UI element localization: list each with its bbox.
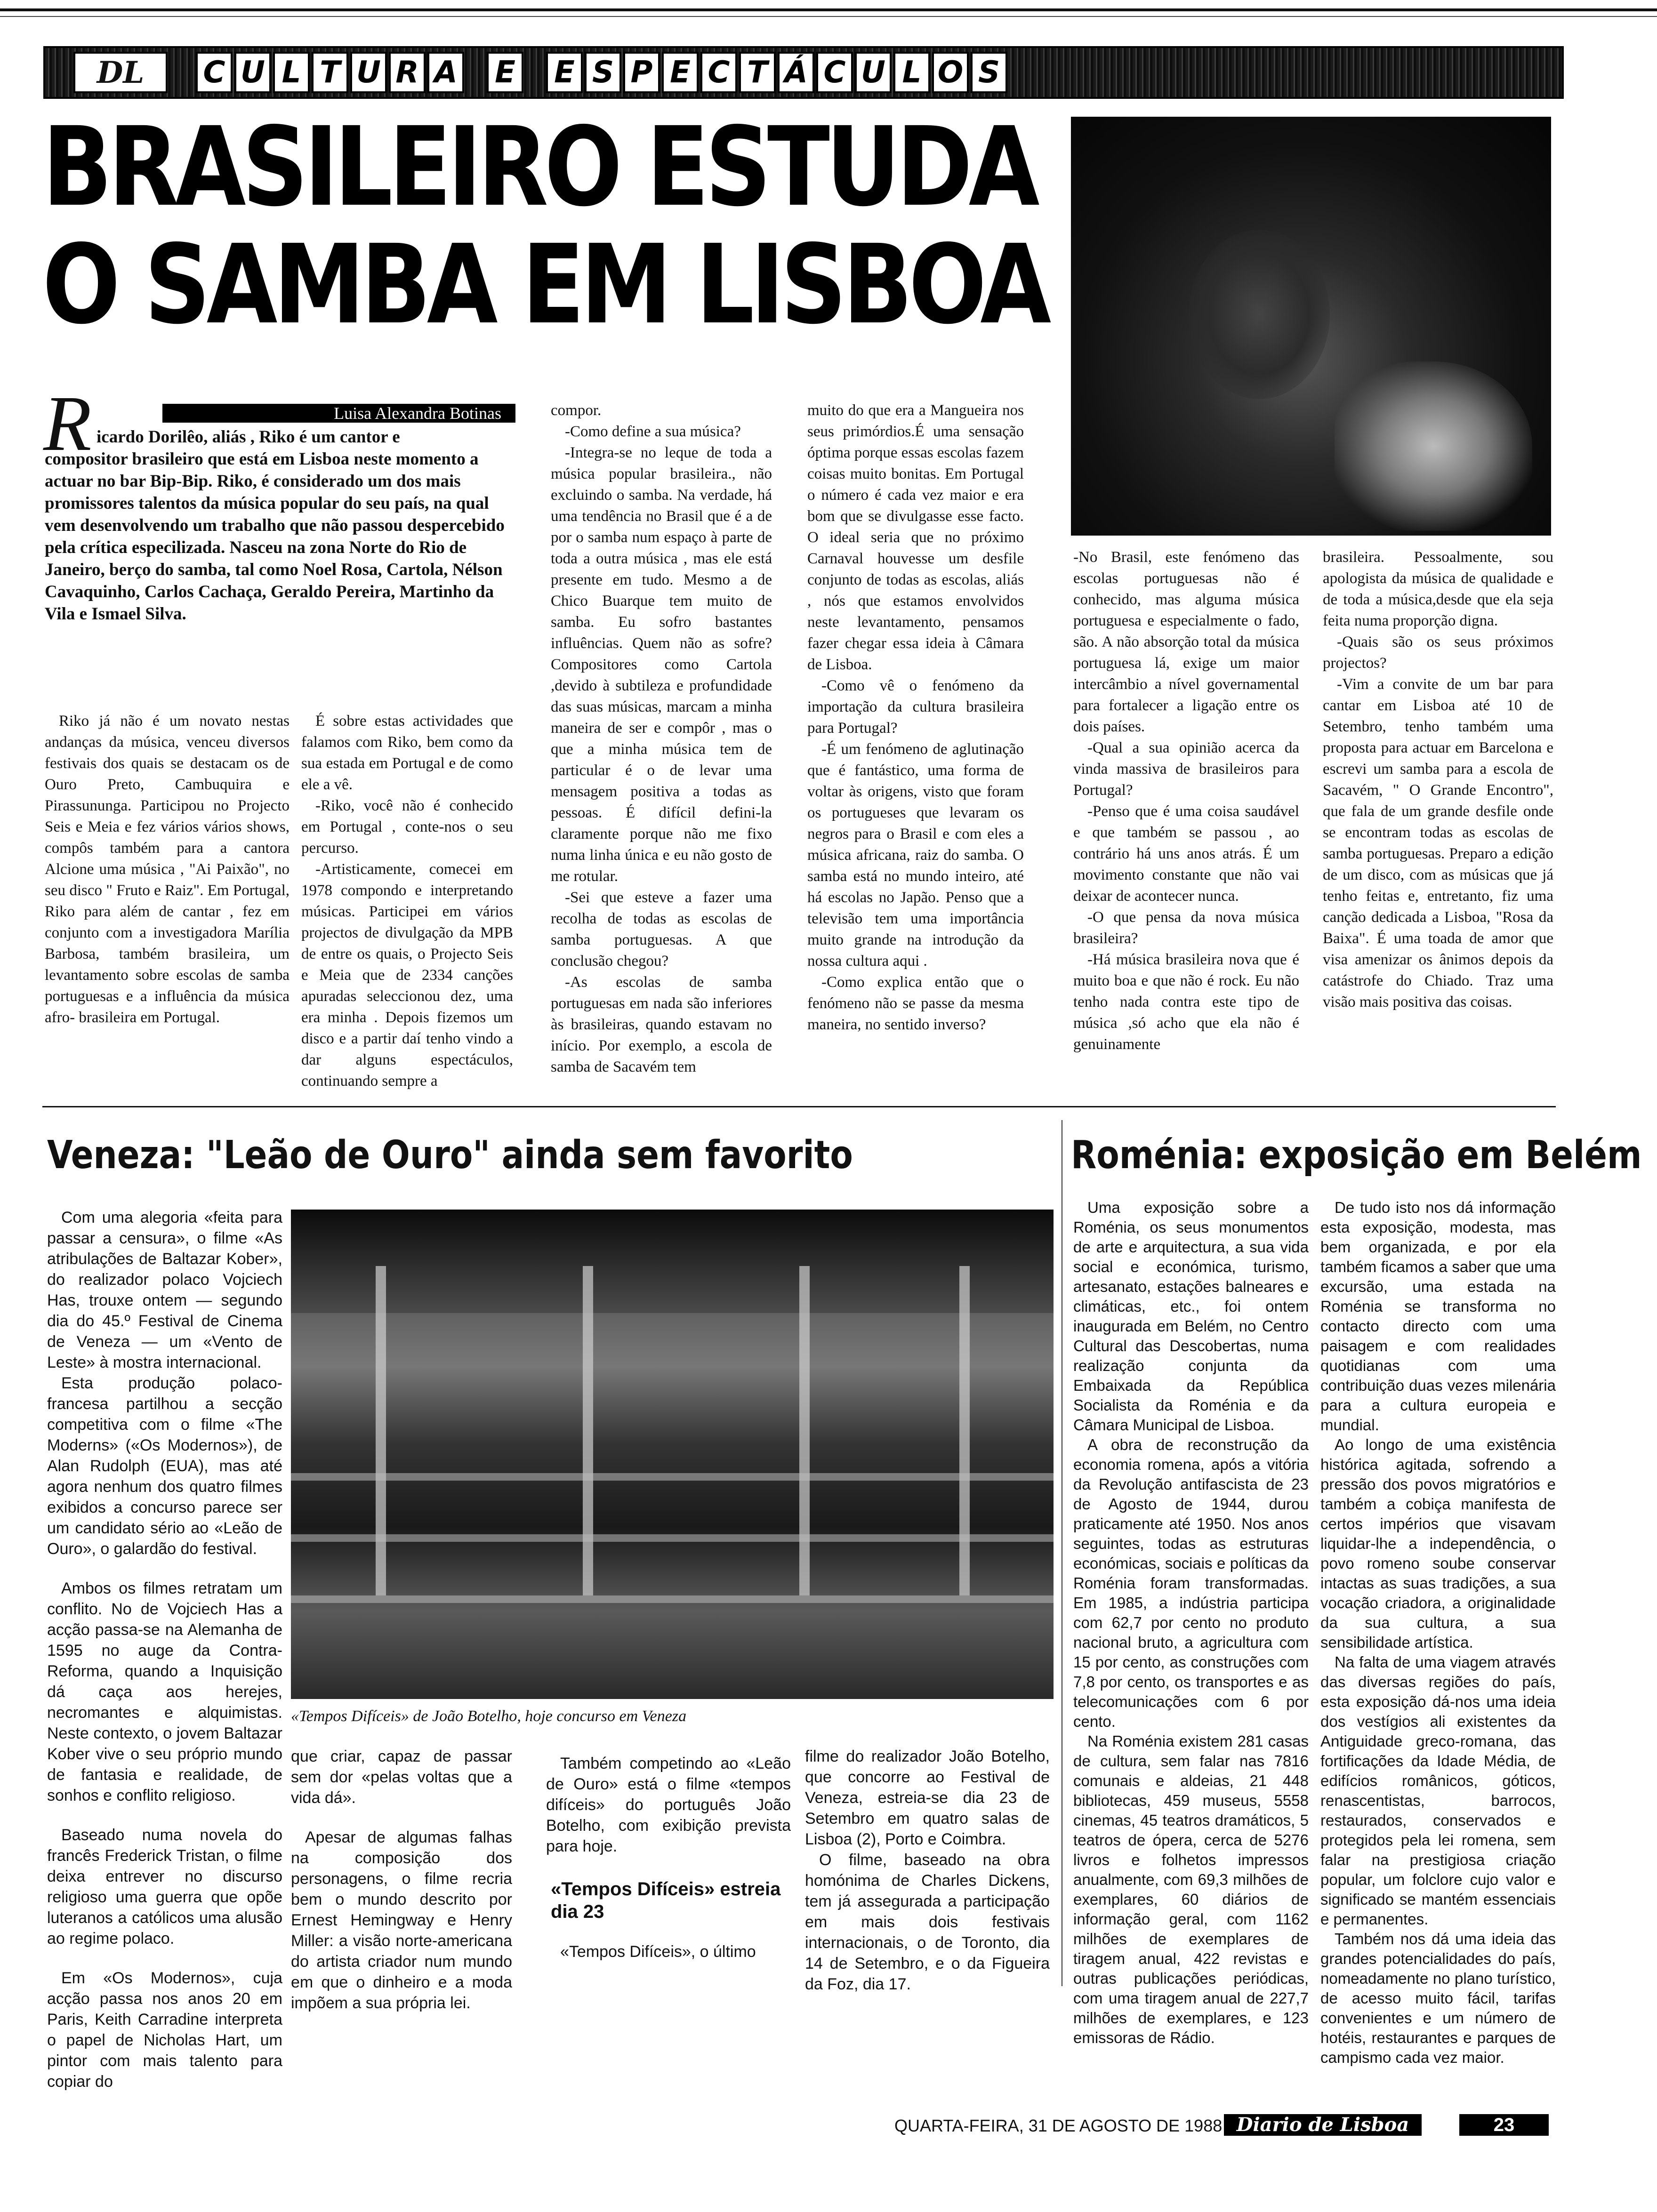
section-letter: C <box>196 52 233 93</box>
byline: Luisa Alexandra Botinas <box>162 404 515 423</box>
section-letter: L <box>893 52 930 93</box>
article-column-6: brasileira. Pessoalmente, sou apologista da música de qualidade e de toda a música,desde que ela seja feita numa proporção digna. -Quais são os seus próximos projectos? -Vim a convite de um bar para cantar em Lisboa até 10 de Setembro, tenho também uma proposta para actuar em Barcelona e escrevi um samba para a escola de Sacavém, " O Grande Encontro", que fala de um grande desfile onde se encontram todas as escolas de samba portuguesas. Preparo a edição de um disco, com as músicas que já tenho feitas e, entretanto, fiz uma canção dedicada a Lisboa, "Rosa da Baixa". É uma toada de amor que visa amenizar os ânimos depois da catástrofe do Chiado. Traz uma visão mais positiva das coisas. <box>1323 549 1553 1010</box>
section-letter: T <box>312 52 348 93</box>
veneza-column-2: que criar, capaz de passar sem dor «pelas voltas que a vida dá». Apesar de algumas falhas na composição dos personagens, o filme recria bem o mundo descrito por Ernest Hemingway e Henry Miller: a visão norte-americana do artista criador num mundo em que o dinheiro e a moda impõem a sua própria lei. <box>291 1747 512 2012</box>
article-column-2: É sobre estas actividades que falamos com Riko, bem como da sua estada em Portugal e de como ele a vê. -Riko, você não é conhecido em Portugal , conte-nos o seu percurso. -Artisticamente, comecei em 1978 compondo e interpretando músicas. Participei em vários projectos de divulgação da MPB de entre os quais, o Projecto Seis e Meia que de 2334 canções apuradas seleccionou dez, uma era minha . Depois fizemos um disco e a partir daí tenho vindo a dar alguns espectáculos, continuando sempre a <box>301 713 513 1090</box>
veneza-column-3: Também competindo ao «Leão de Ouro» está o filme «tempos difíceis» do português João Botelho, com exibição prevista para hoje. <box>546 1755 791 1855</box>
romenia-column-1: Uma exposição sobre a Roménia, os seus monumentos de arte e arquitectura, a sua vida social e económica, turismo, artesanato, estações balneares e climáticas, etc., foi ontem inaugurada em Belém, no Centro Cultural das Descobertas, numa realização conjunta da Embaixada da República Socialista da Roménia e da Câmara Municipal de Lisboa. A obra de reconstrução da economia romena, após a vitória da Revolução antifascista de 23 de Agosto de 1944, durou praticamente até 1950. Nos anos seguintes, todas as estruturas económicas, sociais e políticas da Roménia foram transformadas. Em 1985, a indústria participa com 62,7 por cento no produto nacional bruto, a agricultura com 15 por cento, as construções com 7,8 por cento, os transportes e as telecomunicações com 6 por cento. Na Roménia existem 281 casas de cultura, sem falar nas 7816 comunais e aldeias, 21 448 bibliotecas, 459 museus, 5558 cinemas, 45 teatros dramáticos, 5 teatros de ópera, cerca de 5276 livros e folhetos impressos anualmente, com 69,3 milhões de exemplares, 60 diários de informação geral, com 1162 milhões de exemplares de tiragem anual, 422 revistas e outras publicações periódicas, com uma tiragem anual de 227,7 milhões de exemplares, e 123 emissoras de Rádio. <box>1073 1199 1309 2046</box>
drop-cap: R <box>43 380 92 467</box>
section-letter <box>466 52 485 93</box>
section-letter: Á <box>778 52 814 93</box>
page-number: 23 <box>1459 2114 1549 2136</box>
tempos-dificeis-photo <box>291 1210 1054 1699</box>
section-letter: L <box>273 52 310 93</box>
lead-first-line: icardo Dorilêo, aliás , Riko é um cantor e <box>97 427 400 447</box>
veneza-column-3b: «Tempos Difíceis», o último <box>560 1943 756 1961</box>
veneza-column-4: filme do realizador João Botelho, que concorre ao Festival de Veneza, estreia-se dia 23 de Setembro em quatro salas de Lisboa (2), Porto e Coimbra. O filme, baseado na obra homónima de Charles Dickens, tem já assegurada a participação em mais dois festivais internacionais, o de Toronto, dia 14 de Setembro, e o da Figueira da Foz, dia 17. <box>805 1747 1050 1993</box>
section-letter: U <box>855 52 892 93</box>
section-letter <box>525 52 544 93</box>
section-letter: O <box>932 52 969 93</box>
section-letter: S <box>971 52 1007 93</box>
headline-line-2: O SAMBA EM LISBOA <box>42 221 1047 348</box>
section-letter: U <box>350 52 387 93</box>
section-letter: E <box>662 52 699 93</box>
article-column-1: Riko já não é um novato nestas andanças da música, venceu diversos festivais dos quais se destacam os de Ouro Preto, Cambuquira e Pirassununga. Participou no Projecto Seis e Meia e fez vários vários shows, compôs também para a cantora Alcione uma música , "Ai Paixão", no seu disco " Fruto e Raiz". Em Portugal, Riko para além de cantar , fez em conjunto com a investigadora Marília Barbosa, também brasileira, um levantamento sobre escolas de samba portuguesas e a influência da música afro- brasileira em Portugal. <box>45 713 290 1026</box>
article-column-3: compor. -Como define a sua música? -Integra-se no leque de toda a música popular brasileira., não excluindo o samba. Na verdade, há uma tendência no Brasil que é a de por o samba num espaço à parte de toda a outra música , mas ele está presente em tudo. Mesmo a de Chico Buarque tem muito de samba. Eu sofro bastantes influências. Quem não as sofre? Compositores como Cartola ,devido à subtileza e profundidade das suas músicas, marcam a minha maneira de ser e compôr , mas o que a minha música tem de particular é o de levar uma mensagem positiva a todas as pessoas. É difícil defini-la claramente porque não me fixo numa linha única e eu não gosto de me rotular. -Sei que esteve a fazer uma recolha de todas as escolas de samba portuguesas. A que conclusão chegou? -As escolas de samba portuguesas em nada são inferiores às brasileiras, quando estavam no início. Por exemplo, a escola de samba de Sacavém tem <box>551 402 772 1075</box>
article-divider <box>42 1106 1556 1107</box>
section-letter: C <box>816 52 853 93</box>
section-letter: A <box>427 52 464 93</box>
romenia-headline: Roménia: exposição em Belém <box>1071 1133 1642 1178</box>
top-rule-thin <box>0 16 1657 17</box>
romenia-column-2: De tudo isto nos dá informação esta exposição, modesta, mas bem organizada, e por ela também ficamos a saber que uma excursão, uma estada na Roménia se transforma no contacto directo com uma paisagem e com realidades quotidianas com uma contribuição duas vezes milenária para a cultura europeia e mundial. Ao longo de uma existência histórica agitada, sofrendo a pressão dos povos migratórios e também a cobiça manifesta de certos impérios que visavam liquidar-lhe a independência, o povo romeno soube conservar intactas as suas tradições, a sua vocação criadora, a originalidade da sua cultura, a sua sensibilidade artística. Na falta de uma viagem através das diversas regiões do país, esta exposição dá-nos uma ideia dos vestígios ali existentes da Antiguidade greco-romana, das fortificações da Idade Média, de edifícios românicos, góticos, renascentistas, barrocos, restaurados, conservados e protegidos pela lei romena, sem falar na prestigiosa criação popular, um folclore cujo valor e significado se mantém essenciais e permanentes. Também nos dá uma ideia das grandes potencialidades do país, nomeadamente no plano turístico, de acesso muito fácil, tarifas convenientes e um número de hotéis, restaurantes e parques de campismo cada vez maior. <box>1320 1199 1556 2066</box>
masthead: Diario de Lisboa <box>1224 2114 1422 2136</box>
veneza-headline: Veneza: "Leão de Ouro" ainda sem favorito <box>47 1133 853 1178</box>
section-title <box>196 52 1009 93</box>
dl-logo: DL <box>73 52 168 93</box>
main-headline <box>42 104 1047 348</box>
section-letter: R <box>389 52 426 93</box>
section-letter: E <box>487 52 523 93</box>
article-column-4: muito do que era a Mangueira nos seus primórdios.É uma sensação óptima porque essas escolas fazem coisas muito bonitas. Em Portugal o número é cada vez maior e era bom que se divulgasse esse facto. O ideal seria que no próximo Carnaval houvesse um desfile conjunto de todas as escolas, aliás , nós que estamos envolvidos neste levantamento, pensamos fazer chegar essa ideia à Câmara de Lisboa. -Como vê o fenómeno da importação da cultura brasileira para Portugal? -É um fenómeno de aglutinação que é fantástico, uma forma de voltar às origens, visto que foram os portugueses que levaram os negros para o Brasil e com eles a música africana, raiz do samba. O samba está no mundo inteiro, até há escolas no Japão. Penso que a televisão tem uma importância muito grande na introdução da nossa cultura aqui . -Como explica então que o fenómeno não se passe da mesma maneira, no sentido inverso? <box>807 402 1024 1033</box>
article-column-5: -No Brasil, este fenómeno das escolas portuguesas não é conhecido, mas alguma música portuguesa e especialmente o fado, são. A não absorção total da música portuguesa lá, exige um maior intercâmbio a nível governamental para fortalecer a ligação entre os dois países. -Qual a sua opinião acerca da vinda massiva de brasileiros para Portugal? -Penso que é uma coisa saudável e que também se passou , ao contrário há uns anos atrás. É um movimento constante que não vai deixar de acontecer nunca. -O que pensa da nova música brasileira? -Há música brasileira nova que é muito boa e que não é rock. Eu não tenho nada contra este tipo de música ,só acho que ela não é genuinamente <box>1073 549 1299 1053</box>
section-banner <box>43 46 1564 99</box>
photo-caption: «Tempos Difíceis» de João Botelho, hoje concurso em Veneza <box>291 1707 687 1725</box>
section-letter: E <box>546 52 583 93</box>
veneza-column-1: Com uma alegoria «feita para passar a censura», o filme «As atribulações de Baltazar Kober», do realizador polaco Vojciech Has, trouxe ontem — segundo dia do 45.º Festival de Cinema de Veneza — um «Vento de Leste» à mostra internacional. Esta produção polaco-francesa partilhou a secção competitiva com o filme «The Moderns» («Os Modernos»), de Alan Rudolph (EUA), mas até agora nenhum dos quatro filmes exibidos a concurso parece ser um candidato sério ao «Leão de Ouro», o galardão do festival. Ambos os filmes retratam um conflito. No de Vojciech Has a acção passa-se na Alemanha de 1595 no auge da Contra-Reforma, quando a Inquisição dá caça aos herejes, necromantes e alquimistas. Neste contexto, o jovem Baltazar Kober vive o seu próprio mundo de fantasia e realidade, de sonhos e conflito religioso. Baseado numa novela do francês Frederick Tristan, o filme deixa entrever no discurso religioso uma guerra que opõe luteranos a católicos uma alusão ao regime polaco. Em «Os Modernos», cuja acção passa nos anos 20 em Paris, Keith Carradine interpreta o papel de Nicholas Hart, um pintor com mais talento para copiar do <box>47 1209 282 2091</box>
riko-portrait-photo <box>1071 117 1551 536</box>
section-letter: T <box>739 52 776 93</box>
section-letter: S <box>585 52 621 93</box>
issue-date: QUARTA-FEIRA, 31 DE AGOSTO DE 1988 <box>894 2116 1223 2135</box>
section-letter: U <box>234 52 271 93</box>
section-letter: P <box>623 52 660 93</box>
top-rule <box>0 8 1657 11</box>
tempos-dificeis-subtitle: «Tempos Difíceis» estreia dia 23 <box>551 1879 781 1922</box>
lead-paragraph: compositor brasileiro que está em Lisboa neste momento a actuar no bar Bip-Bip. Riko, é considerado um dos mais promissores talentos da música popular do seu país, na qual vem desenvolvendo um trabalho que não passou despercebido pela crítica especilizada. Nasceu na zona Norte do Rio de Janeiro, berço do samba, tal como Noel Rosa, Cartola, Nélson Cavaquinho, Carlos Cachaça, Geraldo Pereira, Martinho da Vila e Ismael Silva. <box>45 449 505 624</box>
headline-line-1: BRASILEIRO ESTUDA <box>42 104 1036 231</box>
section-letter: C <box>700 52 737 93</box>
